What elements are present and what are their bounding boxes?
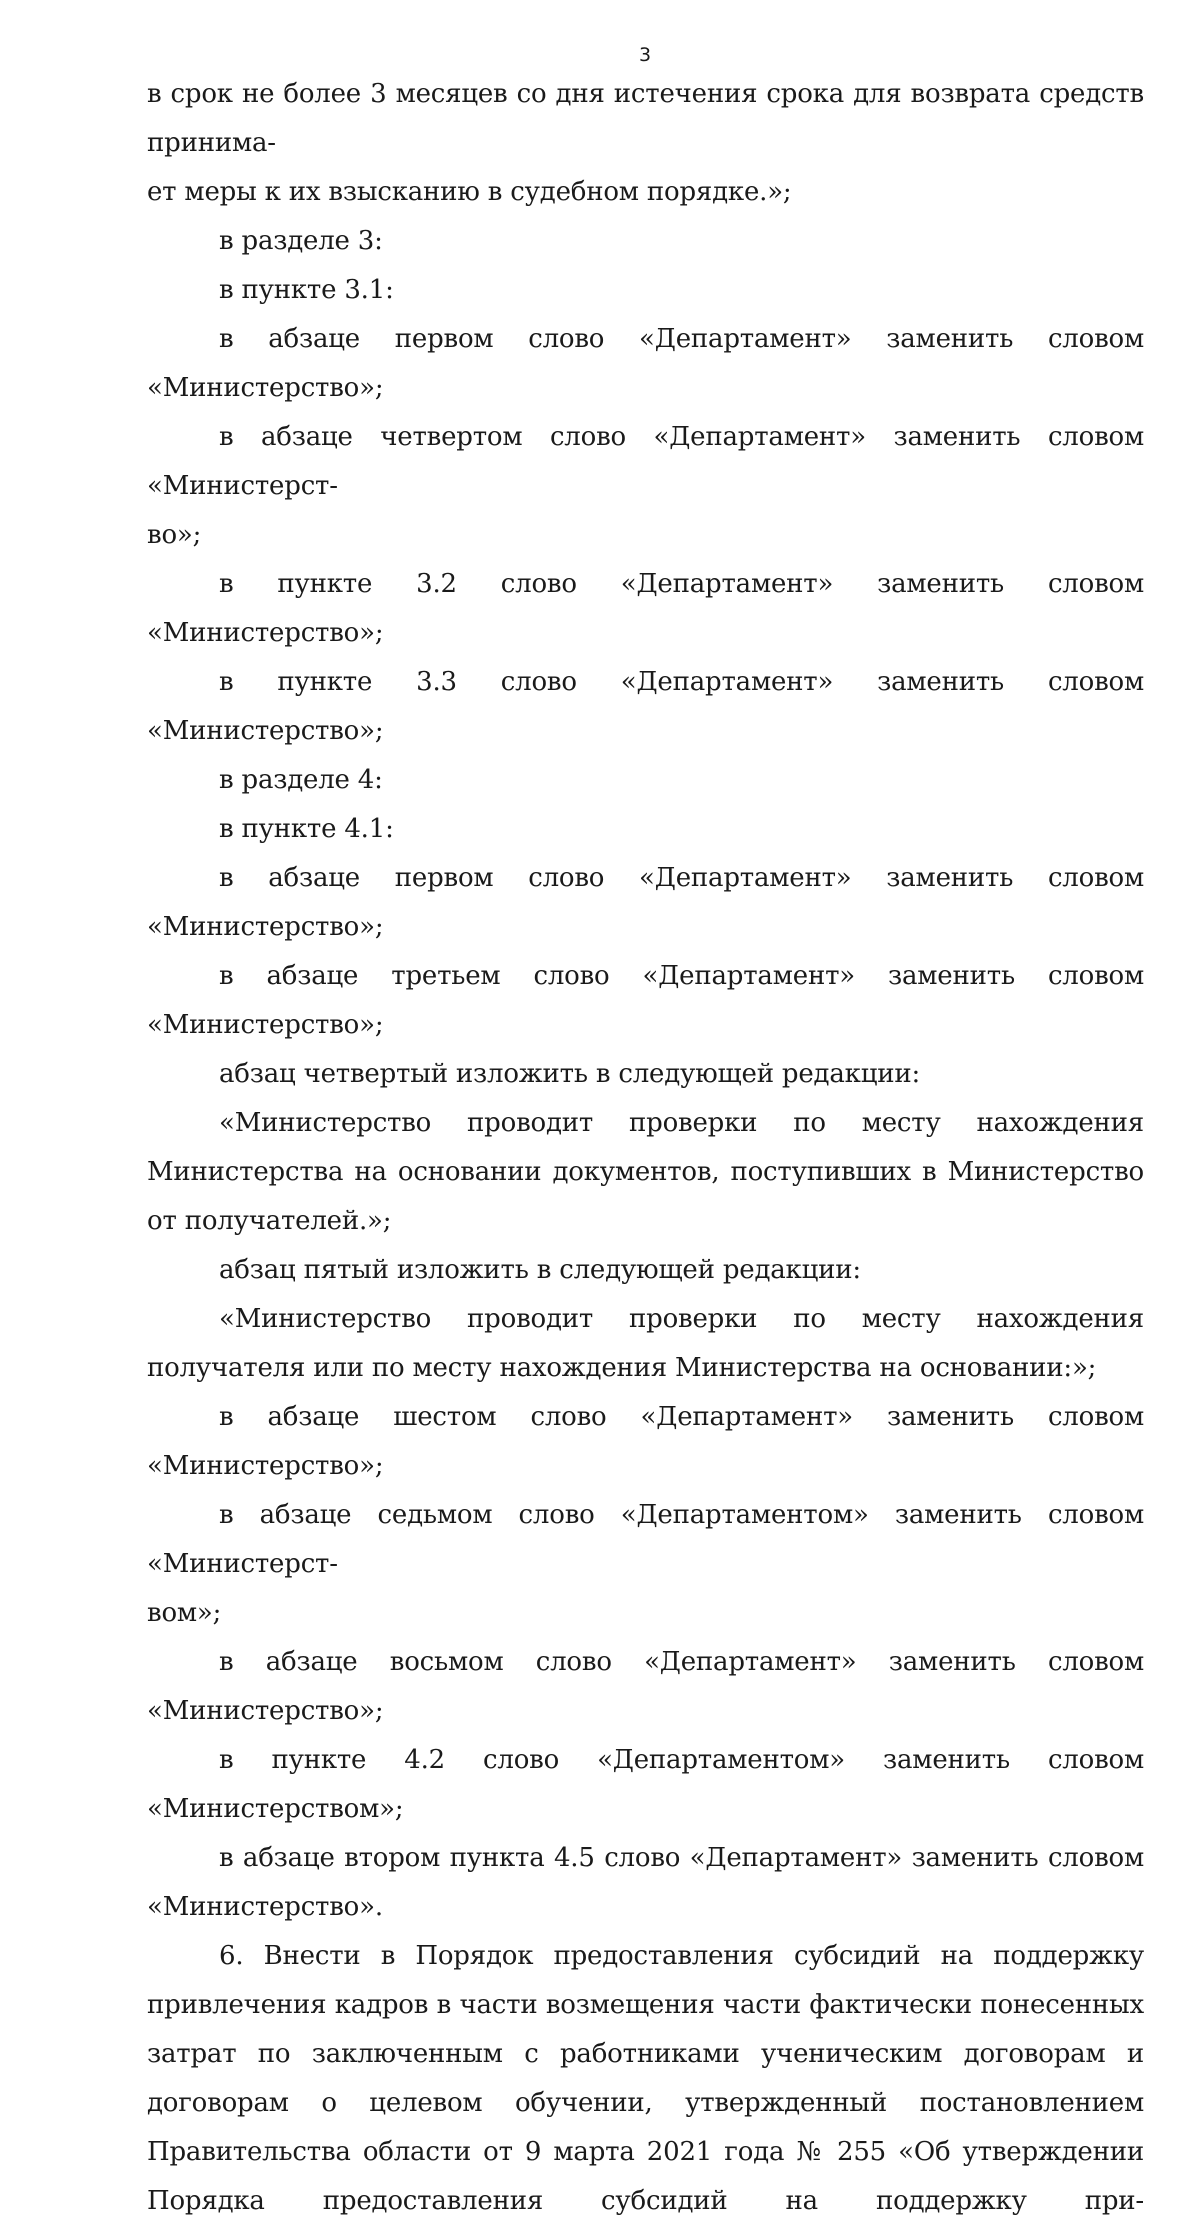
paragraph: в пункте 3.1: <box>219 275 394 305</box>
paragraph: в пункте 4.1: <box>219 814 394 844</box>
paragraph: ет меры к их взысканию в судебном порядке.»; <box>147 177 792 207</box>
paragraph: «Министерство проводит проверки по месту нахождения Министерства на основании документов, поступивших в Министерство от получателей.»; <box>147 1108 1144 1236</box>
paragraph: в абзаце восьмом слово «Департамент» заменить словом «Министерство»; <box>147 1647 1144 1726</box>
paragraph: в пункте 3.2 слово «Департамент» заменить словом «Министерство»; <box>147 569 1144 648</box>
paragraph: в абзаце третьем слово «Департамент» заменить словом «Министерство»; <box>147 961 1144 1040</box>
document-body <box>147 70 1144 2226</box>
paragraph: в абзаце четвертом слово «Департамент» заменить словом «Министерст- <box>147 422 1144 501</box>
paragraph: в пункте 3.3 слово «Департамент» заменить словом «Министерство»; <box>147 667 1144 746</box>
paragraph: «Министерство проводит проверки по месту нахождения получателя или по месту нахождения Министерства на основании:»; <box>147 1304 1144 1383</box>
paragraph: в абзаце первом слово «Департамент» заменить словом «Министерство»; <box>147 863 1144 942</box>
paragraph: абзац пятый изложить в следующей редакции: <box>219 1255 861 1285</box>
paragraph: в абзаце первом слово «Департамент» заменить словом «Министерство»; <box>147 324 1144 403</box>
paragraph: в абзаце втором пункта 4.5 слово «Департамент» заменить словом «Министерство». <box>147 1843 1144 1922</box>
paragraph: вом»; <box>147 1598 222 1628</box>
page-number: 3 <box>638 44 652 66</box>
paragraph: в разделе 3: <box>219 226 383 256</box>
paragraph: в абзаце седьмом слово «Департаментом» заменить словом «Министерст- <box>147 1500 1144 1579</box>
paragraph: в пункте 4.2 слово «Департаментом» заменить словом «Министерством»; <box>147 1745 1144 1824</box>
paragraph: в разделе 4: <box>219 765 383 795</box>
paragraph: во»; <box>147 520 202 550</box>
paragraph: в срок не более 3 месяцев со дня истечения срока для возврата средств принима- <box>147 79 1144 158</box>
paragraph: в абзаце шестом слово «Департамент» заменить словом «Министерство»; <box>147 1402 1144 1481</box>
paragraph: 6. Внести в Порядок предоставления субсидий на поддержку привлечения кадров в части возмещения части фактически понесенных затрат по заключенным с работниками ученическим договорам и договорам о целевом обучении, утвержденный постановлением Правительства области от 9 марта 2021 года № 255 «Об утверждении Порядка предоставления субсидий на поддержку при- <box>147 1941 1144 2216</box>
paragraph: абзац четвертый изложить в следующей редакции: <box>219 1059 921 1089</box>
